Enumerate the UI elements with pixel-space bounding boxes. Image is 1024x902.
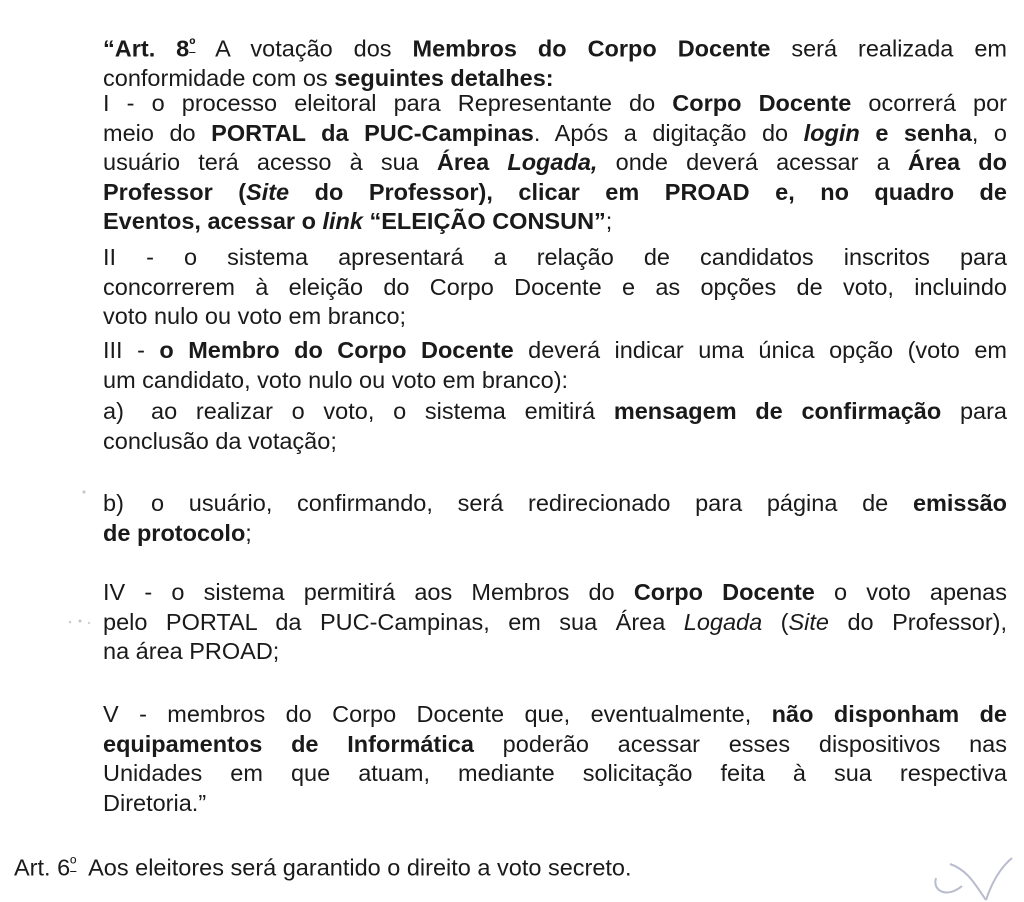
item-v — [103, 700, 1007, 818]
text-run: ao realizar o voto, o sistema emitirá — [151, 398, 614, 424]
bold-run: mensagem de confirmação — [613, 398, 942, 424]
article-8-intro — [103, 30, 1007, 93]
bold-run: Eventos, acessar o — [103, 208, 323, 234]
item-v-line-2 — [103, 730, 1007, 760]
bold-run: seguintes detalhes: — [334, 64, 554, 91]
item-iii — [103, 336, 1007, 395]
text-run: V - membros do Corpo Docente que, eventualmente, — [103, 701, 772, 727]
item-iv — [103, 578, 1007, 667]
signature-stroke — [986, 858, 1012, 900]
italic-run: Logada — [683, 608, 763, 635]
text-run: do Professor), — [829, 608, 1007, 635]
item-a-line-2: conclusão da votação; — [103, 427, 337, 454]
text-run: IV - o sistema permitirá aos Membros do — [103, 579, 634, 605]
text-run: conformidade com os — [103, 64, 335, 91]
text-run: pelo PORTAL da PUC-Campinas, em sua Área — [103, 608, 684, 635]
bold-italic-run: Site — [246, 178, 290, 205]
bold-run: Corpo Docente — [672, 90, 852, 116]
speck-dot — [79, 620, 82, 623]
item-v-line-3: Unidades em que atuam, mediante solicitação feita à sua respectiva — [103, 760, 1007, 786]
item-i-line-3 — [103, 148, 1007, 178]
item-iv-line-2 — [103, 608, 1007, 638]
item-iv-line-1 — [103, 578, 1007, 608]
bold-run: equipamentos de Informática — [103, 730, 474, 757]
bold-run: do Professor), clicar em PROAD e, no quadro de — [289, 178, 1007, 205]
bold-run: o Membro do Corpo Docente — [159, 337, 514, 363]
speck-dot — [88, 622, 90, 624]
bold-run: emissão — [912, 490, 1007, 516]
text-run: será realizada em — [770, 35, 1007, 62]
text-run: o usuário, confirmando, será redirecionado para página de — [151, 490, 913, 516]
item-iii-line-2: um candidato, voto nulo ou voto em branco): — [103, 366, 569, 393]
art6-label: Art. 6 — [14, 854, 71, 881]
text-run: . Após a digitação do — [533, 119, 804, 146]
italic-run: Site — [788, 608, 829, 635]
bold-run: e senha — [859, 119, 972, 146]
text-run: poderão acessar esses dispositivos nas — [473, 730, 1008, 757]
item-b — [103, 489, 1007, 548]
item-a-label: a) — [103, 398, 124, 424]
bold-run: Área do — [907, 149, 1007, 175]
bold-run: Área — [436, 149, 508, 175]
item-b-label: b) — [103, 490, 124, 516]
text-run: usuário terá acesso à sua — [103, 149, 437, 175]
speck-dot — [82, 490, 85, 493]
bold-run: PORTAL da PUC-Campinas — [211, 119, 534, 146]
intro-line-1 — [103, 30, 1007, 64]
item-a — [103, 397, 1007, 456]
text-run: ; — [605, 208, 613, 234]
item-v-line-1 — [103, 700, 1007, 730]
bold-run: não disponham de — [771, 701, 1007, 727]
item-b-line-2 — [103, 519, 1007, 549]
scan-speck — [78, 486, 90, 498]
ordinal-mark: º — [70, 854, 77, 873]
signature-mark — [928, 856, 1020, 902]
bold-run: Membros do Corpo Docente — [412, 35, 771, 62]
art8-heading: “Art. 8 — [103, 35, 190, 62]
text-run: A votação dos — [195, 35, 413, 62]
text-run: onde deverá acessar a — [597, 149, 908, 175]
speck-dot — [69, 621, 72, 624]
bold-italic-run: Logada, — [507, 149, 598, 175]
bold-italic-run: link — [322, 208, 363, 234]
item-i — [103, 89, 1007, 237]
text-run: III - — [103, 337, 160, 363]
text-run: ( — [762, 608, 789, 635]
item-b-line-1 — [103, 489, 1007, 519]
bold-run: Professor ( — [103, 178, 247, 205]
item-ii-line-1: II - o sistema apresentará a relação de candidatos inscritos para — [103, 244, 1007, 270]
art6-text: Aos eleitores será garantido o direito a voto secreto. — [76, 854, 632, 881]
bold-italic-run: login — [803, 119, 860, 146]
signature-stroke — [950, 864, 986, 900]
item-ii-line-3: voto nulo ou voto em branco; — [103, 303, 407, 329]
item-i-line-4 — [103, 178, 1007, 208]
item-ii-line-2: concorrerem à eleição do Corpo Docente e as opções de voto, incluindo — [103, 273, 1007, 300]
text-run: ocorrerá por — [851, 90, 1007, 116]
item-i-line-5 — [103, 207, 1007, 237]
scan-speck — [62, 615, 98, 629]
text-run: I - o processo eleitoral para Representante do — [103, 90, 673, 116]
text-run: meio do — [103, 119, 212, 146]
text-run: para — [941, 398, 1007, 424]
article-6 — [14, 849, 632, 883]
text-run: deverá indicar uma única opção (voto em — [513, 337, 1007, 363]
item-a-line-1 — [103, 397, 1007, 427]
bold-run: “ELEIÇÃO CONSUN” — [362, 208, 606, 234]
item-v-line-4: Diretoria.” — [103, 789, 207, 816]
item-iv-line-3: na área PROAD; — [103, 638, 280, 664]
bold-run: Corpo Docente — [633, 579, 815, 605]
item-i-line-2 — [103, 119, 1007, 149]
item-i-line-1 — [103, 89, 1007, 119]
signature-stroke — [935, 878, 962, 892]
ordinal-mark: º — [189, 35, 196, 54]
bold-run: de protocolo — [103, 519, 246, 546]
text-run: , o — [971, 119, 1007, 146]
item-ii — [103, 243, 1007, 332]
item-iii-line-1 — [103, 336, 1007, 366]
text-run: o voto apenas — [814, 579, 1007, 605]
text-run: ; — [245, 519, 252, 546]
